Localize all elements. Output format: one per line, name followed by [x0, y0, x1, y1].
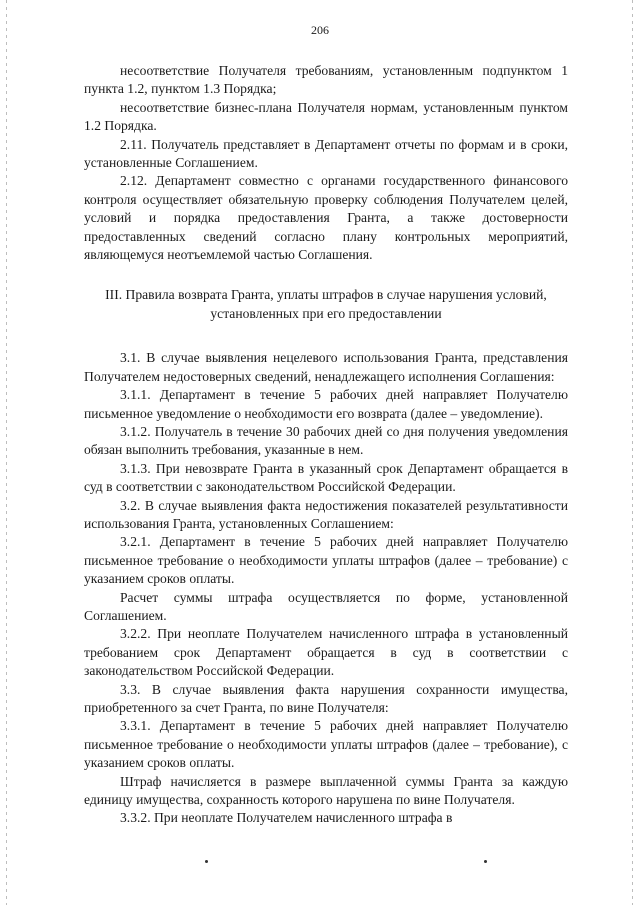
scan-edge-right [632, 0, 633, 905]
paragraph: Штраф начисляется в размере выплаченной суммы Гранта за каждую единицу имущества, сохранность которого нарушена по вине Получателя. [84, 773, 568, 808]
paragraph: несоответствие бизнес-плана Получателя нормам, установленным пунктом 1.2 Порядка. [84, 99, 568, 134]
paragraph: 3.1.2. Получатель в течение 30 рабочих дней со дня получения уведомления обязан выполнить требования, указанные в нем. [84, 423, 568, 458]
paragraph: 3.2.1. Департамент в течение 5 рабочих дней направляет Получателю письменное требование о необходимости уплаты штрафов (далее – требование) с указанием сроков оплаты. [84, 534, 568, 587]
paragraph: 3.2. В случае выявления факта недостижения показателей результативности использования Гранта, установленных Соглашением: [84, 497, 568, 531]
paragraph: несоответствие Получателя требованиям, установленным подпунктом 1 пункта 1.2, пунктом 1.3 Порядка; [84, 63, 568, 97]
paragraph: 2.12. Департамент совместно с органами государственного финансового контроля осуществляет обязательную проверку соблюдения Получателем целей, условий и порядка предоставления Гранта, а также достоверности предоставленных сведений согласно плану контрольных мероприятий, являющемуся неотъемлемой частью Соглашения. [84, 173, 568, 263]
paragraph: Расчет суммы штрафа осуществляется по форме, установленной Соглашением. [84, 589, 568, 623]
paragraph: 3.3.2. При неоплате Получателем начисленного штрафа в [120, 810, 453, 826]
document-body [84, 62, 568, 828]
paragraph: 3.1.3. При невозврате Гранта в указанный срок Департамент обращается в суд в соответствии с законодательством Российской Федерации. [84, 460, 568, 495]
scan-edge-left [6, 0, 7, 905]
scan-dot [205, 860, 208, 863]
scan-dot [484, 860, 487, 863]
page-number: 206 [311, 23, 329, 37]
section-heading: III. Правила возврата Гранта, уплаты штрафов в случае нарушения условий, установленных при его предоставлении [105, 287, 547, 321]
paragraph: 3.3. В случае выявления факта нарушения сохранности имущества, приобретенного за счет Гранта, по вине Получателя: [84, 681, 568, 715]
paragraph: 3.2.2. При неоплате Получателем начисленного штрафа в установленный требованием срок Департамент обращается в суд в соответствии с законодательством Российской Федерации. [84, 626, 568, 679]
paragraph: 3.1. В случае выявления нецелевого использования Гранта, представления Получателем недостоверных сведений, ненадлежащего исполнения Соглашения: [84, 350, 568, 384]
paragraph: 2.11. Получатель представляет в Департамент отчеты по формам и в сроки, установленные Соглашением. [84, 136, 568, 171]
paragraph: 3.3.1. Департамент в течение 5 рабочих дней направляет Получателю письменное требование о необходимости уплаты штрафов (далее – требование), с указанием сроков оплаты. [84, 718, 568, 771]
paragraph: 3.1.1. Департамент в течение 5 рабочих дней направляет Получателю письменное уведомление о необходимости его возврата (далее – уведомление). [84, 387, 568, 421]
